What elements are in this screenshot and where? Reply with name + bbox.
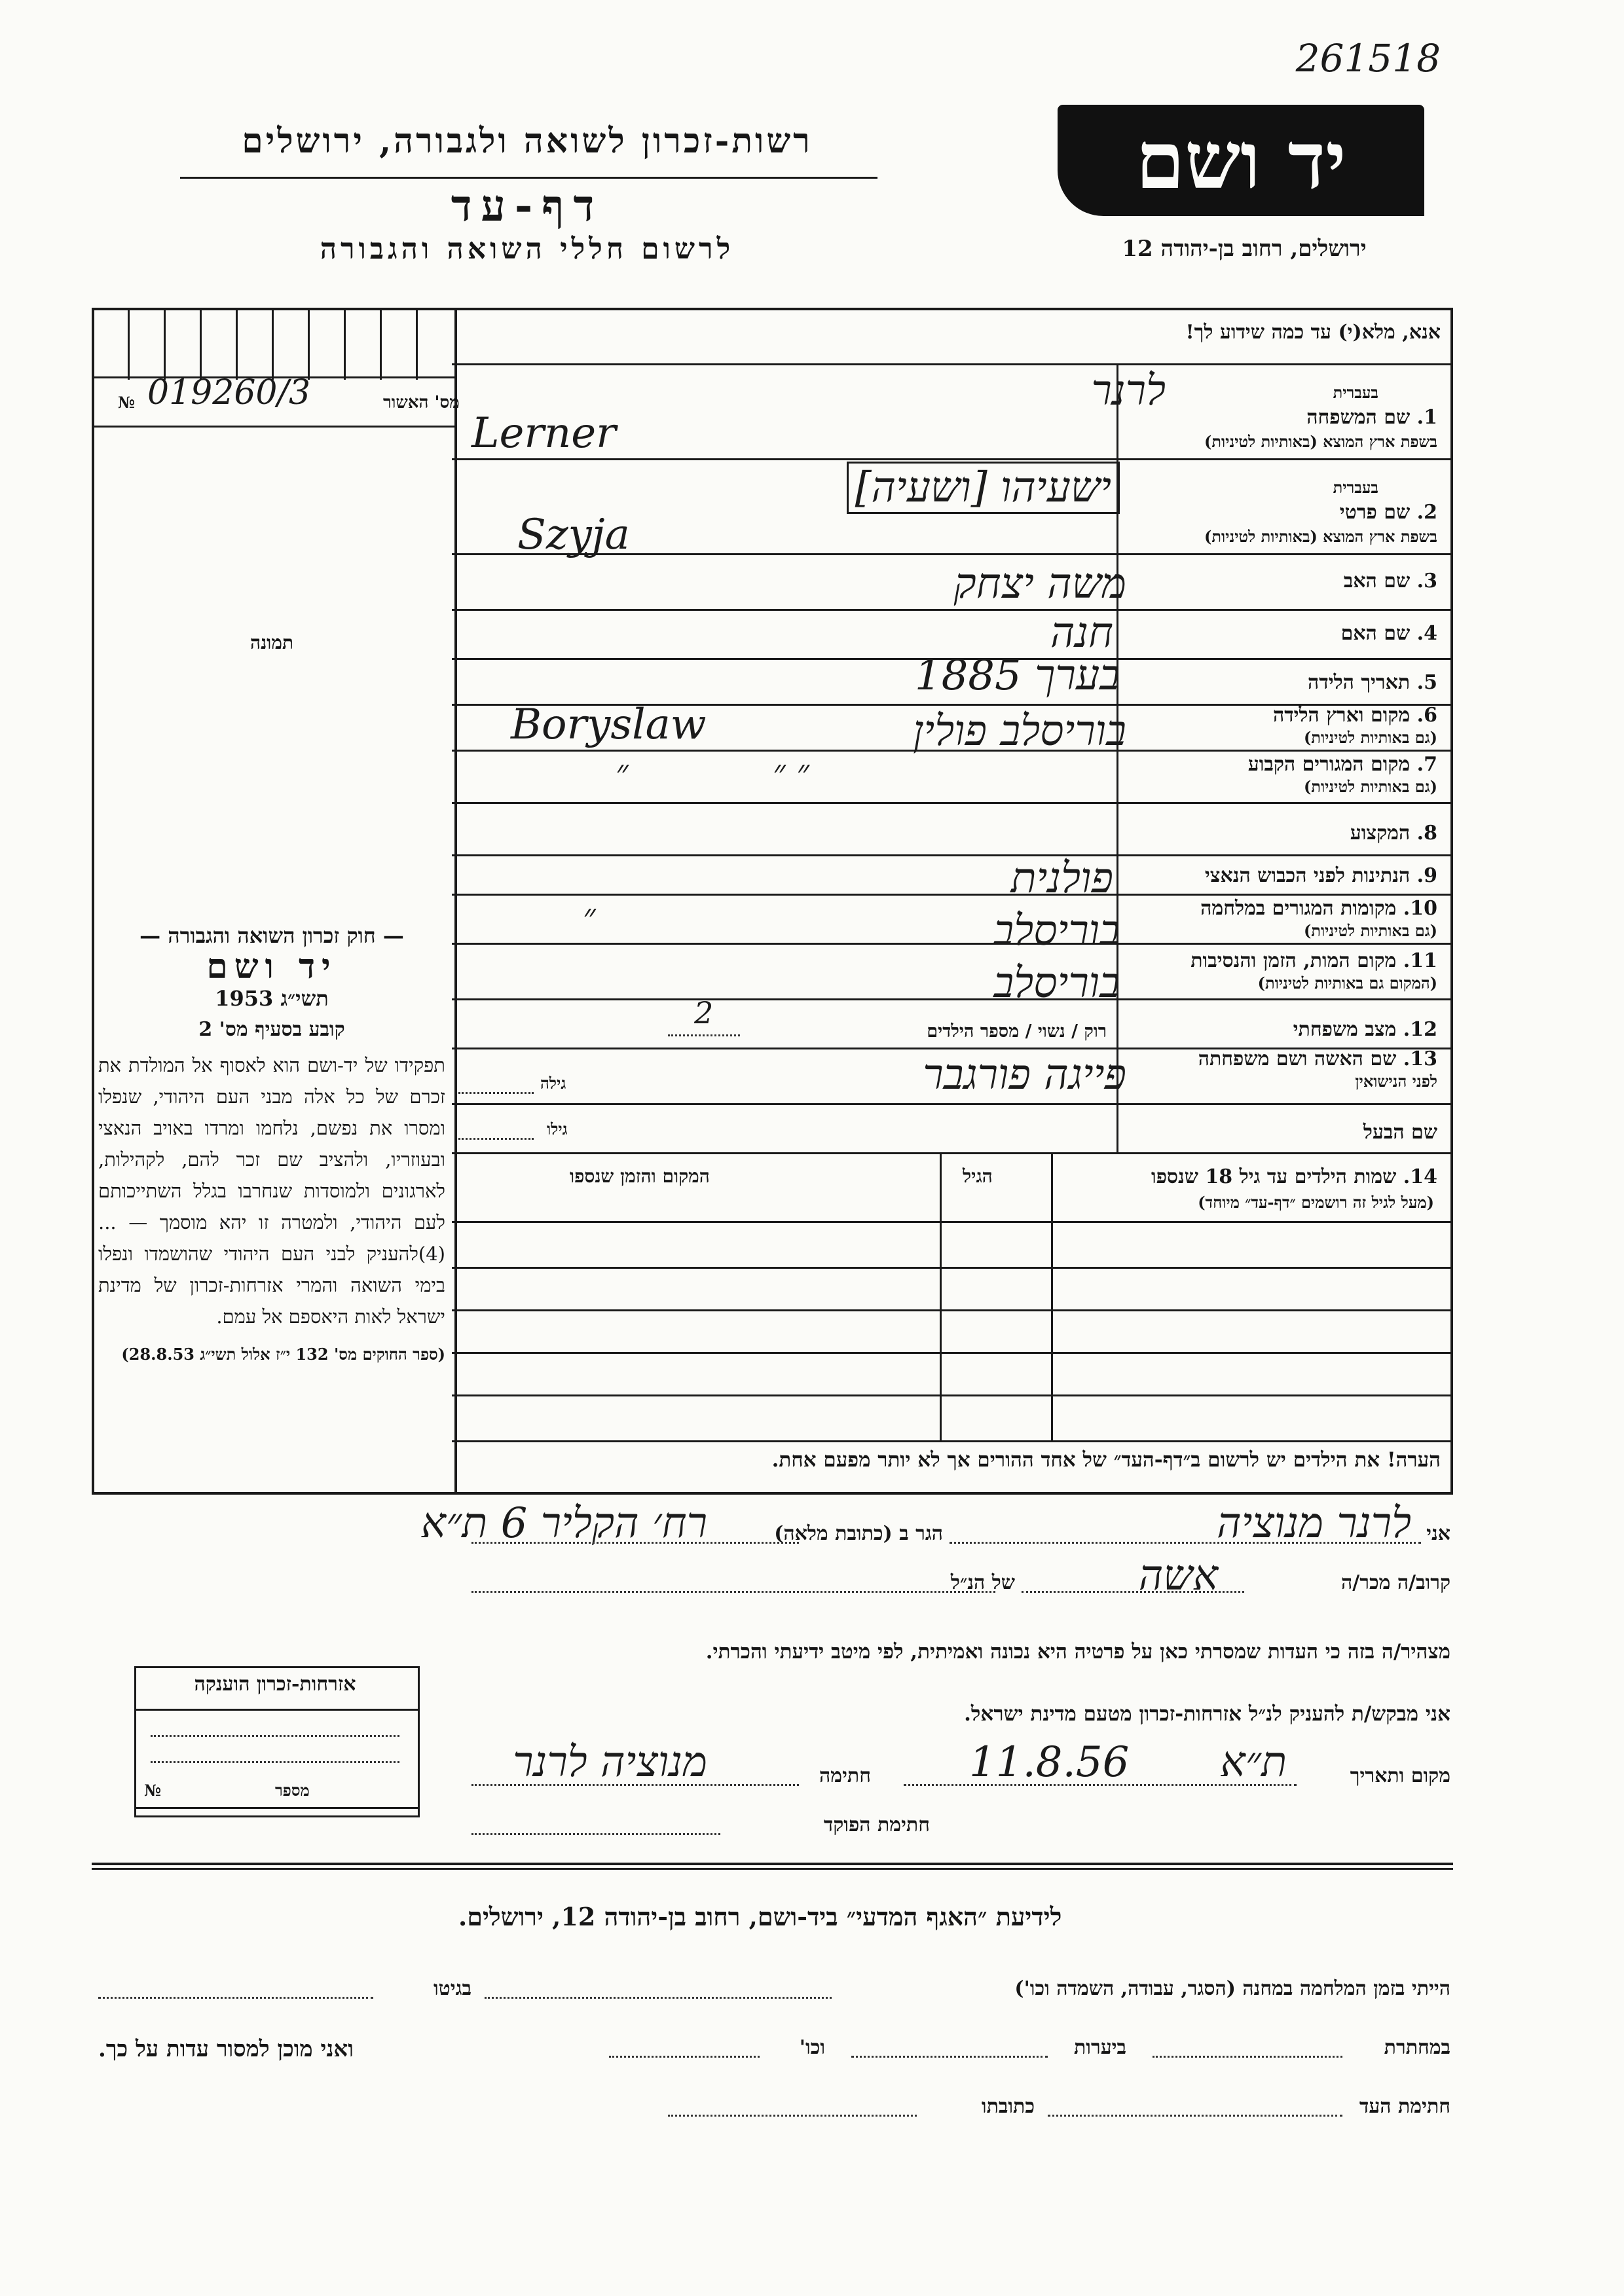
children-col-age: הגיל [963, 1165, 993, 1187]
row-rule [452, 998, 1453, 1000]
footer-address-label: כתובתו [981, 2095, 1035, 2118]
children-count: 2 [694, 995, 714, 1030]
row-rule [452, 943, 1453, 945]
signature-value[interactable]: מנוציה לרנר [513, 1738, 707, 1787]
father-name[interactable]: משה יצחק [953, 560, 1126, 608]
residence-hebrew[interactable]: ״ ״ [773, 753, 810, 792]
wife-age-line[interactable] [458, 1092, 534, 1094]
row-rule [452, 609, 1453, 611]
underground-line[interactable] [1153, 2056, 1342, 2058]
field-6-hint: (גם באותיות לטיניות) [1303, 728, 1437, 747]
residence-latin[interactable]: ״ [616, 753, 629, 792]
field-13-hint: לפני הנישואין [1355, 1072, 1437, 1091]
certificate-rule [134, 1709, 418, 1711]
field-1-lang: בעברית [1333, 383, 1378, 402]
field-6-label: 6. מקום וארץ הלידה [1272, 704, 1437, 727]
death-place[interactable]: בוריסלב [993, 959, 1120, 1008]
surname-latin[interactable]: Lerner [471, 409, 616, 458]
children-row [452, 1309, 1453, 1311]
relative-label: קרוב/ה מכר/ה [1341, 1571, 1450, 1594]
field-10-label: 10. מקומות המגורים במלחמה [1200, 897, 1437, 920]
certificate-number-label: מספר [275, 1781, 310, 1800]
children-note: (מעל לגיל זה רושמים ״דף-עד״ מיוחד) [1198, 1193, 1434, 1212]
witness-signature-line[interactable] [1048, 2115, 1342, 2117]
mother-name[interactable]: חנה [1050, 609, 1113, 657]
etc-line[interactable] [609, 2056, 760, 2058]
statement-2: אני מבקש/ת להעניק לנ״ל אזרחות-זכרון מטעם מדינת ישראל. [964, 1702, 1450, 1726]
residing-label: הגר ב (כתובת מלאה) [774, 1522, 943, 1545]
field-1-label: 1. שם המשפחה [1306, 406, 1437, 429]
law-title: — חוק זכרון השואה והגבורה — [139, 923, 404, 948]
wife-name[interactable]: פייגה פורגבר [923, 1051, 1126, 1099]
row-rule [452, 802, 1453, 804]
forests-line[interactable] [851, 2056, 1048, 2058]
field-4-label: 4. שם האם [1340, 622, 1437, 645]
form-subtitle: לרשום חללי השואה והגבורה [320, 232, 735, 266]
wartime-residence[interactable]: בוריסלב [993, 907, 1120, 955]
children-count-line[interactable] [668, 1034, 740, 1036]
of-label: של הנ״ל [950, 1571, 1015, 1594]
surname-hebrew[interactable]: לרנר [1091, 367, 1166, 415]
field-8-label: 8. המקצוע [1350, 822, 1437, 845]
ghetto-line[interactable] [98, 1997, 373, 1999]
yad-vashem-logo: יד ושם [1058, 105, 1424, 216]
field-11-label: 11. מקום המות, הזמן והנסיבות [1190, 949, 1437, 972]
row-rule [452, 894, 1453, 896]
children-divider [1051, 1152, 1053, 1440]
wife-age-label: גילה [540, 1074, 566, 1093]
certificate-no-symbol: № [144, 1781, 162, 1800]
law-section: קובע בסעיף מס' 2 [198, 1018, 345, 1041]
children-row [452, 1221, 1453, 1223]
field-5-label: 5. תאריך הלידה [1308, 671, 1437, 694]
children-col-place: המקום והזמן שנספו [570, 1165, 710, 1187]
row-rule [452, 854, 1453, 856]
field-11-hint: (המקום גם באותיות לטיניות) [1257, 974, 1437, 993]
officer-signature-line[interactable] [471, 1833, 720, 1835]
field-1-hint: בשפת ארץ המוצא (באותיות לטיניות) [1204, 432, 1437, 451]
children-divider [940, 1152, 942, 1440]
husband-label: שם הבעל [1363, 1121, 1437, 1144]
date-value[interactable]: 11.8.56 [969, 1738, 1130, 1787]
field-2-lang: בעברית [1333, 478, 1378, 497]
photo-label: תמונה [249, 632, 294, 653]
form-title: דף-עד [451, 180, 604, 231]
address: ירושלים, רחוב בן-יהודה 12 [1122, 236, 1367, 262]
tick-marks [92, 308, 452, 380]
footer-underground-label: במחתרת [1384, 2036, 1450, 2059]
form-instruction: אנא, מלא(י) עד כמה שידוע לך! [1185, 321, 1441, 344]
place-value[interactable]: ת״א [1220, 1738, 1287, 1787]
camp-line[interactable] [485, 1997, 832, 1999]
given-name-hebrew[interactable]: ישעיהו [ושעיה] [847, 462, 1120, 514]
reference-number: 261518 [1295, 36, 1441, 81]
side-divider [92, 426, 454, 428]
place-date-label: מקום ותאריך [1350, 1764, 1450, 1787]
law-body: תפקידו של יד-ושם הוא לאסוף אל המולדת את זכרם של כל אלה מבני העם היהודי, שנפלו ומסרו את נפשם, נלחמו ומרדו באויב הנאצי ובעוזריו, ולהציב שם זכר להם, לקהילות, לארגונים ולמוסדות שנחרבו בגלל השתייכותם לעם היהודי, ולמטרה זו יהא מוסמך — ...(4)להעניק לבני העם היהודי שהושמדו ונפלו בימי השואה והמרי אזרחות-זכרון של מדינת ישראל לאות היאספם אל עמם. [98, 1054, 445, 1328]
certificate-title: אזרחות-זכרון הוענקה [194, 1673, 356, 1696]
children-row [452, 1440, 1453, 1442]
declarant-i-label: אני [1426, 1522, 1450, 1545]
certificate-line[interactable] [151, 1735, 399, 1737]
children-row [452, 1394, 1453, 1396]
approval-number: 019260/3 [147, 373, 311, 412]
law-citation: (ספר החוקים מס' 132 י״ז אלול תשי״ג 28.8.53) [121, 1345, 445, 1364]
field-9-label: 9. הנתינות לפני הכבוש הנאצי [1204, 864, 1437, 887]
wartime-residence-latin[interactable]: ״ [583, 897, 596, 936]
footer-ghetto-label: בגיטו [433, 1977, 471, 2000]
law-text-block [98, 920, 445, 1365]
birth-date[interactable]: בערך 1885 [914, 651, 1120, 700]
field-12-label: 12. מצב משפחתי [1293, 1018, 1437, 1041]
footer-rule [92, 1863, 1453, 1865]
husband-age-line[interactable] [458, 1138, 534, 1140]
declarant-address[interactable]: רח׳ הקליר 6 ת״א [420, 1499, 707, 1548]
children-row [452, 1352, 1453, 1354]
of-line[interactable] [471, 1591, 995, 1593]
footer-notice: לידיעת ״האגף המדעי״ ביד-ושם, רחוב בן-יהודה 12, ירושלים. [458, 1902, 1062, 1931]
husband-age-label: גילו [547, 1120, 568, 1139]
address-line[interactable] [471, 1542, 799, 1544]
field-2-hint: בשפת ארץ המוצא (באותיות לטיניות) [1204, 527, 1437, 546]
header-rule [180, 177, 877, 179]
marital-status-options: רוק / נשוי / מספר הילדים [927, 1021, 1107, 1042]
remark: הערה! את הילדים יש לרשום ב״דף-העד״ של אחד ההורים אך לא יותר מפעם אחת. [771, 1448, 1441, 1472]
row-rule [452, 1103, 1453, 1105]
approval-number-label: מס' האשור [383, 393, 460, 412]
approval-no-symbol: № [118, 393, 136, 412]
birth-place-latin[interactable]: Boryslaw [511, 701, 707, 749]
field-3-label: 3. שם האב [1343, 570, 1437, 592]
birth-place-hebrew[interactable]: בוריסלב פולין [913, 707, 1126, 756]
place-date-line[interactable] [904, 1784, 1297, 1786]
footer-camp-label: הייתי בזמן המלחמה במחנה (הסגר, עבודה, השמדה וכו') [1014, 1977, 1450, 2000]
form-rule [452, 363, 1453, 365]
children-title: 14. שמות הילדים עד גיל 18 שנספו [1151, 1165, 1437, 1188]
row-rule [452, 1152, 1453, 1154]
certificate-line[interactable] [151, 1761, 399, 1763]
footer-witness-sig-label: חתימת העד [1359, 2095, 1450, 2118]
field-2-label: 2. שם פרטי [1339, 501, 1437, 524]
row-rule [452, 458, 1453, 460]
authority-name: רשות-זכרון לשואה ולגבורה, ירושלים [242, 121, 813, 161]
signature-line[interactable] [471, 1784, 799, 1786]
certificate-rule [134, 1807, 418, 1809]
field-7-label: 7. מקום המגורים הקבוע [1247, 753, 1437, 776]
field-13-label: 13. שם האשה ושם משפחתה [1198, 1048, 1437, 1070]
children-row [452, 1267, 1453, 1269]
field-7-hint: (גם באותיות לטיניות) [1303, 777, 1437, 796]
footer-testimony-label: ואני מוכן למסור עדות על כך. [98, 2036, 354, 2062]
relation-line[interactable] [1022, 1591, 1244, 1593]
footer-rule [92, 1868, 1453, 1870]
field-10-hint: (גם באותיות לטיניות) [1303, 921, 1437, 940]
law-year: תשי״ג 1953 [215, 986, 329, 1011]
statement-1: מצהיר/ה בזה כי העדות שמסרתי כאן על פרטיה היא נכונה ואמיתית, לפי מיטב ידיעתי והכרתי. [705, 1640, 1450, 1664]
signature-label: חתימה [819, 1764, 871, 1787]
footer-forests-label: ביערות [1073, 2036, 1126, 2059]
nationality[interactable]: פולנית [1010, 854, 1113, 903]
declarant-name[interactable]: לרנר מנוציה [1217, 1499, 1411, 1548]
relation-value[interactable]: אשה [1138, 1552, 1218, 1600]
footer-etc-label: וכו' [799, 2036, 825, 2059]
officer-signature-label: חתימת הפוקד [823, 1813, 930, 1836]
witness-address-line[interactable] [668, 2115, 917, 2117]
given-name-latin[interactable]: Szyja [517, 511, 630, 559]
law-logo: יד ושם [206, 947, 337, 987]
declarant-name-line[interactable] [950, 1542, 1421, 1544]
